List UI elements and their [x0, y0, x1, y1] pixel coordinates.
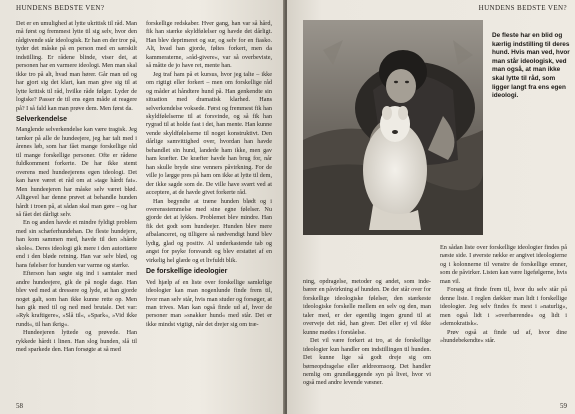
paragraph: forskellige redskaber. Hver gang, han var så hård, fik han stærke skyldfølelser og havde det dårligt. Han blev deprimeret og sur, og selv for en fiasko. Alt, hvad han gjorde, føltes forkert, men da kammeraterne, »råd-givere«, var så overbeviste, så måtte de jo have ret, mente han.: [146, 20, 272, 70]
paragraph: Jeg traf ham på et kursus, hvor jeg talte – ikke om rigtigt eller forkert – men om forskellige råd og måder at håndtere hund på. Han genkendte sin situation med dramatisk klarhed. Hans selverkendelse voksede. Først og fremmest fik han skyldfølelserne til at forsvinde, og så fik han rygrad til at holde fast i det, han mente. Han kunne vende skyldfølelserne til noget konstruktivt. Den dårlige samvittighed over, hvordan han havde behandlet sin hund, landede ham ikke, men gav ham kræfter. De kræfter havde han brug for, når han skulle bryde sine venners påvirkning. For de ville jo lægge pres på ham om ikke at lytte til dem, der ikke sagde som de. De ville have svært ved at acceptere, at de havde givet forkerte råd.: [146, 70, 272, 197]
paragraph: Efterson han søgte sig ind i samtaler med andre hundeejere, gik de på nogle dage. Han blev ved med at dressere og lyde, at han gjorde noget galt, som han ikke kunne rette op. Men han gik med til og ned med brutale. Det var: »Ryk kraftigere«, »Slå til«, »Spark«, »Vid ikke rundt«, til han ikrig«.: [16, 270, 137, 328]
paragraph: ning, opdragelse, metoder og andet, som inde- bærer en påvirkning af hunden. De der står over for forskellige ideologiske følelser, den stærkeste ideologiske forskelle mellem en selv og den, man taler med, er der egentlig ingen grund til at overveje det råd, han giver. Det eller ej vil ikke kunne mødes i forståelse.: [303, 278, 431, 336]
paragraph: En sådan liste over forskellige ideologier findes på næste side. I øverste række er angivet ideologierne og i kolonnerne til venstre de forskellige emner, som de påvirker. Listen kan være ligefølgerne, hvis man vil.: [440, 244, 567, 285]
page-number-right: 59: [560, 402, 567, 410]
left-page: [0, 0, 285, 414]
paragraph: Han begyndte at træne hunden blødt og i overensstemmelse med sine egne følelser. Nu gjorde det at lykkes. Problemet blev mindre. Han fik det godt som hundeejer. Hunden blev mere afbalanceret, og tilligere så nødvendigt hund blev lydig, glad og positiv. Al underkastende tab og angst for psyke forsvandt og blev erstattet af en virkelig hel glæde og et livfuldt blik.: [146, 197, 272, 264]
right-column-1: [303, 278, 431, 398]
page-number-left: 58: [16, 402, 23, 410]
running-head-right: HUNDENS BEDSTE VEN?: [478, 4, 567, 12]
paragraph: Forsøg at finde frem til, hvor du selv står på denne liste. I reglen dækker man lidt i forskellige ideologier. Jeg selv findes fx mest i »naturlig«, men også lidt i »overbærende« og lidt i »demokratisk«.: [440, 286, 567, 328]
right-page: [287, 0, 575, 414]
running-head-left: HUNDENS BEDSTE VEN?: [16, 4, 105, 12]
paragraph: En og anden havde et mindre fyldigt problem med sin schæferhundehan. De fleste hundejere, han kom sammen med, havde til den »hårde skole«. Deres ideologi gik mere i den autoritære end i den bløde retning. Han var selv blød, og hans følelser for hunden var varme og stærke.: [16, 219, 137, 269]
left-column-1: [16, 20, 137, 400]
photo-caption: De fleste har en blid og kærlig indstilling til deres hund. Hvis man ved, hvor man står ideologisk, ved man også, at man ikke skal lytte til råd, som ligger langt fra ens egen ideologi.: [492, 32, 570, 100]
paragraph: Ved hjælp af en liste over forskellige samkrlige ideologier kan man nogenlunde finde frem til, hvor man selv står, hvis man studer og forsøger, at man trives. Man kan også finde ud af, hvor de personer man »snakker hund« med står. Det er ikke mindst vigtigt, når det drejer sig om træ-: [146, 278, 272, 328]
left-column-2: [146, 20, 272, 400]
paragraph: Det er en umulighed at lytte ukritisk til råd. Man må først og fremmest lytte til sig selv, hvor den rådgivende står ideologisk. Er han en der tror på, tyder det måske på en person med en særskilt indstilling. Er rådene blinde, viser det, at personen har en varmere ideologi. Men man skal ikke tro på alt, hvad man hører. Går man ud og har gjort sig det klart, kan man give sig til at lytte kritisk til råd, hvilke råde følger. Lyder de logiske? Passer de til ens egen måde at reagere på? I så fald kan man prøve dem. Men først da.: [16, 20, 137, 112]
paragraph: Det vil være forkert at tro, at de forskellige ideologier kun handler om indstillingen til hunden. Det kunne lige så godt dreje sig om børneopdragelse eller ældreomsorg. Det handler nemlig om grundlæggende syn på livet, hvor vi også med andre levende væsner.: [303, 337, 431, 387]
paragraph: Hundeejeren lyttede og prøvede. Han rykkede hårdt i linen. Han slog hunden, slå til med sparkede den. Han forsøgte at så med: [16, 329, 137, 354]
section-heading-ideologier: De forskellige ideologier: [146, 268, 228, 276]
right-column-2: [440, 244, 567, 398]
photo-image: [303, 20, 483, 235]
section-heading-selverkendelse: Selverkendelse: [16, 115, 67, 123]
paragraph: Manglende selverkendelse kan være tragisk. Jeg tænker på alle de hundeejere, jeg har talt med i årenes løb, som har fået mange forskellige råd til mange forskellige personer. Ofte er rådene fuldkomment forkerte. De har ikke stemt overens med hundeejerens egen ideologi. Det kan have været et råd om at »tage hårdt fat«. Men hundeejeren har måske selv været blød. Alligevel har denne prøvet at behandle hunden hårdt i troen på, at sådan skal man gøre – og har så fået det dårligt selv.: [16, 126, 137, 218]
photo-woman-with-dog: [303, 20, 483, 235]
paragraph: Prøv også at finde ud af, hvor dine »hundebekendte« står.: [440, 328, 567, 344]
